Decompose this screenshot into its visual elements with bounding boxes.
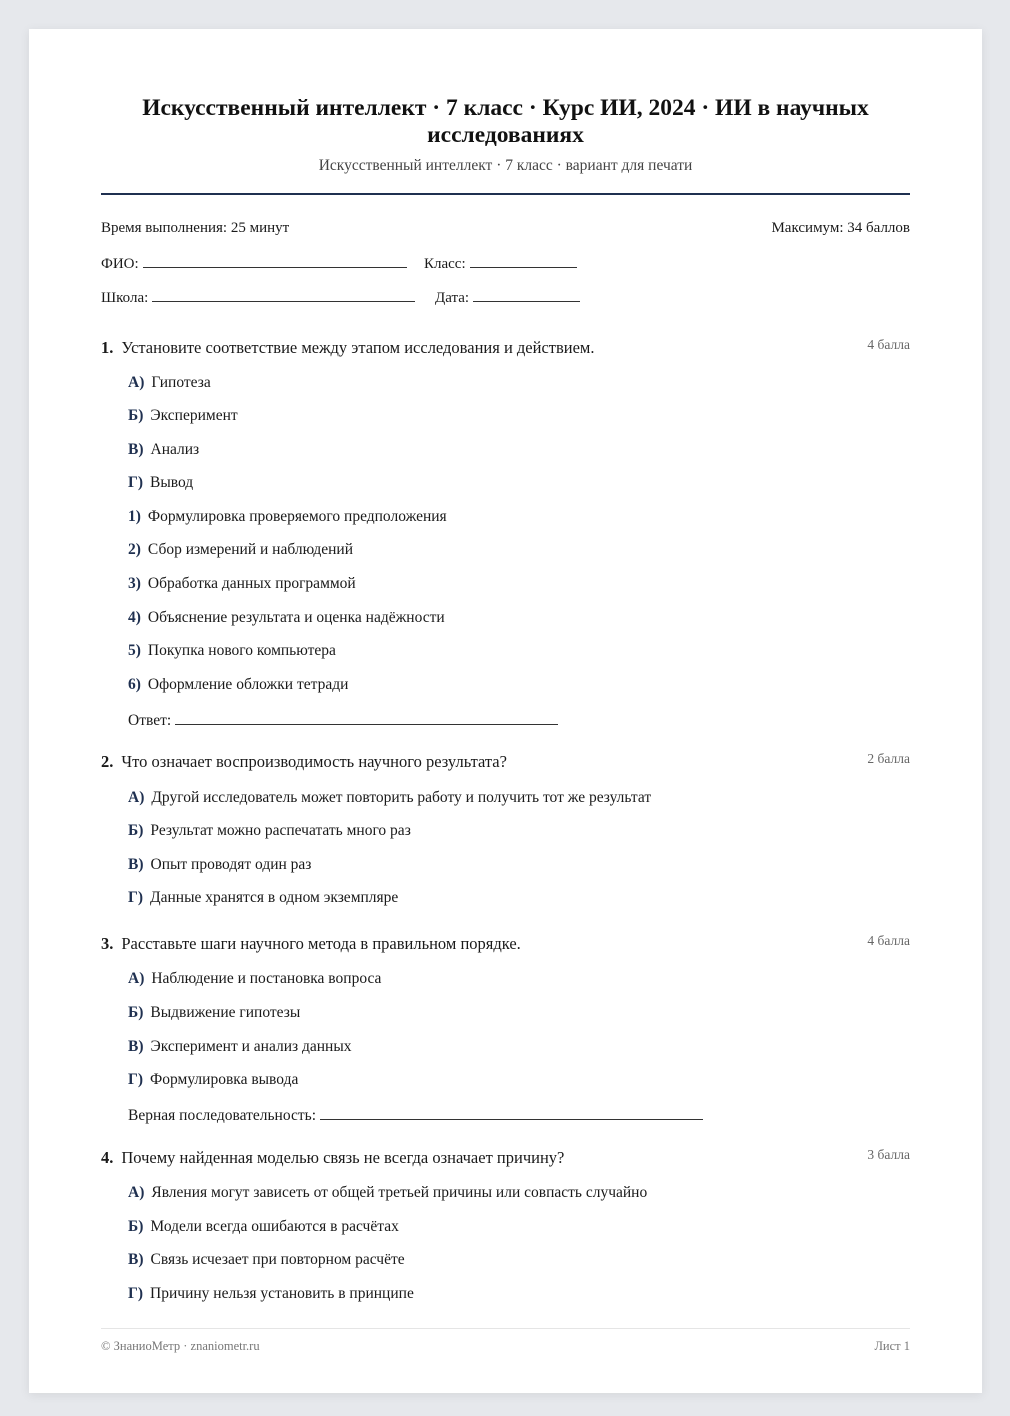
option-text: Покупка нового компьютера (147, 642, 336, 659)
option-text: Другой исследователь может повторить работу и получить тот же результат (151, 789, 652, 806)
option-text: Опыт проводят один раз (150, 856, 312, 873)
option-key: Г) (128, 889, 144, 906)
class-line[interactable] (470, 253, 577, 268)
question-2-points: 2 балла (867, 751, 910, 766)
option (128, 374, 211, 392)
option-text: Оформление обложки тетради (147, 676, 349, 693)
option-text: Формулировка проверяемого предположения (147, 508, 447, 525)
option-text: Обработка данных программой (147, 575, 356, 592)
option (128, 1038, 352, 1056)
option-key: А) (128, 1184, 145, 1201)
answer-label: Ответ: (128, 712, 172, 729)
option-key: В) (128, 856, 144, 873)
option (128, 508, 447, 526)
option-text: Причину нельзя установить в принципе (150, 1285, 414, 1302)
option (128, 676, 348, 694)
option (128, 441, 199, 459)
option-text: Выдвижение гипотезы (150, 1004, 301, 1021)
page-title: Искусственный интеллект · 7 класс · Курс ИИ, 2024 · ИИ в научных исследованиях (142, 95, 869, 148)
question-4-title (101, 1148, 564, 1168)
option-key: 2) (128, 541, 141, 558)
question-3-title (101, 934, 521, 954)
option-text: Анализ (150, 441, 200, 458)
footer-divider (101, 1328, 910, 1329)
sequence-answer-line[interactable] (320, 1105, 703, 1120)
footer-page-number: Лист 1 (874, 1339, 910, 1353)
school-line[interactable] (152, 287, 415, 302)
footer-copyright: © ЗнаниоМетр · znaniometr.ru (101, 1339, 260, 1353)
date-label: Дата: (435, 290, 470, 306)
option-key: 6) (128, 676, 141, 693)
question-2-title (101, 752, 507, 772)
option-key: 4) (128, 609, 141, 626)
date-line[interactable] (473, 287, 580, 302)
option-text: Вывод (150, 474, 194, 491)
question-text: Установите соответствие между этапом исследования и действием. (121, 338, 595, 357)
option-text: Модели всегда ошибаются в расчётах (150, 1218, 399, 1235)
option (128, 474, 193, 492)
option-text: Данные хранятся в одном экземпляре (150, 889, 399, 906)
option (128, 1218, 399, 1236)
option (128, 889, 398, 907)
option (128, 970, 381, 988)
option (128, 575, 356, 593)
fio-label: ФИО: (101, 256, 139, 272)
option-key: В) (128, 1251, 144, 1268)
option-text: Результат можно распечатать много раз (150, 822, 411, 839)
date-field[interactable] (435, 287, 580, 307)
option-key: А) (128, 970, 145, 987)
max-score: Максимум: 34 баллов (771, 220, 910, 236)
question-text: Расставьте шаги научного метода в правильном порядке. (121, 934, 521, 953)
question-1-title (101, 338, 595, 358)
time-limit: Время выполнения: 25 минут (101, 220, 290, 236)
option (128, 856, 311, 874)
option (128, 1285, 414, 1303)
class-label: Класс: (424, 256, 466, 272)
option (128, 609, 445, 627)
option-key: Г) (128, 1071, 144, 1088)
option-key: Б) (128, 822, 144, 839)
option (128, 541, 353, 559)
question-1-points: 4 балла (867, 337, 910, 352)
option-text: Явления могут зависеть от общей третьей причины или совпасть случайно (151, 1184, 648, 1201)
question-text: Что означает воспроизводимость научного результата? (121, 752, 507, 771)
option (128, 1184, 647, 1202)
option (128, 407, 238, 425)
option-key: Б) (128, 1004, 144, 1021)
option-key: Г) (128, 474, 144, 491)
question-4-points: 3 балла (867, 1147, 910, 1162)
option (128, 642, 336, 660)
class-field[interactable] (424, 253, 577, 273)
question-number: 3. (101, 934, 114, 953)
sequence-answer-label: Верная последовательность: (128, 1107, 317, 1124)
option-text: Сбор измерений и наблюдений (147, 541, 354, 558)
option-text: Эксперимент (150, 407, 238, 424)
question-text: Почему найденная моделью связь не всегда означает причину? (121, 1148, 565, 1167)
option-text: Формулировка вывода (150, 1071, 299, 1088)
option (128, 789, 651, 807)
question-number: 1. (101, 338, 114, 357)
question-number: 4. (101, 1148, 114, 1167)
fio-field[interactable] (101, 253, 407, 273)
option-text: Гипотеза (151, 374, 211, 391)
option (128, 1071, 298, 1089)
question-3-points: 4 балла (867, 933, 910, 948)
page-subtitle: Искусственный интеллект · 7 класс · вариант для печати (318, 157, 693, 174)
option-key: 5) (128, 642, 141, 659)
option (128, 1004, 300, 1022)
option (128, 1251, 405, 1269)
option-key: Б) (128, 407, 144, 424)
option-key: А) (128, 374, 145, 391)
question-number: 2. (101, 752, 114, 771)
fio-line[interactable] (143, 253, 407, 268)
option-key: Б) (128, 1218, 144, 1235)
option-key: 3) (128, 575, 141, 592)
option-key: 1) (128, 508, 141, 525)
option-text: Наблюдение и постановка вопроса (151, 970, 382, 987)
option-text: Объяснение результата и оценка надёжности (147, 609, 445, 626)
school-field[interactable] (101, 287, 415, 307)
answer-line[interactable] (175, 710, 558, 725)
answer-field[interactable] (128, 710, 558, 730)
school-label: Школа: (101, 290, 149, 306)
option (128, 822, 411, 840)
worksheet-page (29, 29, 982, 1393)
option-key: В) (128, 441, 144, 458)
header-divider (101, 193, 910, 195)
option-key: Г) (128, 1285, 144, 1302)
option-key: В) (128, 1038, 144, 1055)
sequence-answer-field[interactable] (128, 1105, 703, 1125)
option-text: Эксперимент и анализ данных (150, 1038, 352, 1055)
option-text: Связь исчезает при повторном расчёте (150, 1251, 405, 1268)
option-key: А) (128, 789, 145, 806)
